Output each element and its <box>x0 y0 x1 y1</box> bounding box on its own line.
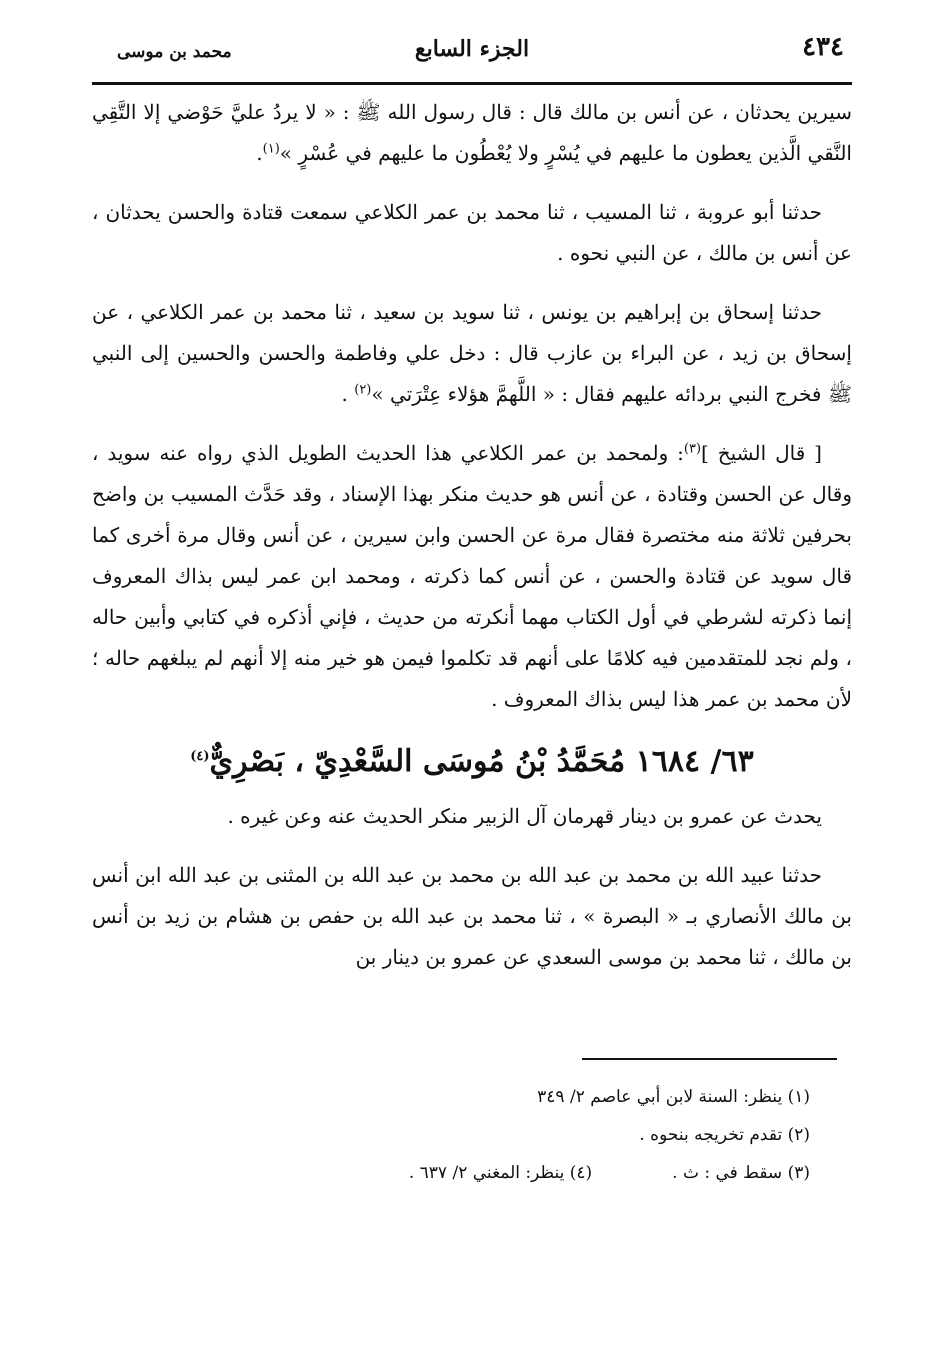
footnote-ref-3: (٣) <box>683 441 702 457</box>
footnote-ref-2: (٢) <box>354 382 372 398</box>
footnote-4: (٤) ينظر: المغني ٢/ ٦٣٧ . <box>408 1163 593 1183</box>
footnote-ref-4: (٤) <box>190 749 210 764</box>
paragraph-1: سيرين يحدثان ، عن أنس بن مالك قال : قال رسول الله ﷺ : « لا يردُ عليَّ حَوْضي إلا التَّقِي النَّقي الَّذين يعطون ما عليهم في يُسْرٍ ولا يُعْطُون ما عليهم في عُسْرٍ »$^{(١)}$. <box>92 100 852 165</box>
footnote-row <box>130 1154 810 1192</box>
paragraph-3-text: حدثنا إسحاق بن إبراهيم بن يونس ، ثنا سويد بن سعيد ، ثنا محمد بن عمر الكلاعي ، عن إسحاق بن زيد ، عن البراء بن عازب قال : دخل علي وفاطمة والحسن والحسين إلى النبي ﷺ فخرج النبي بردائه عليهم فقال : « اللَّهمَّ هؤلاء عِتْرَتي » <box>92 300 852 406</box>
page-number: ٤٣٤ <box>802 32 844 62</box>
paragraph-1-text: سيرين يحدثان ، عن أنس بن مالك قال : قال رسول الله ﷺ : « لا يردُ عليَّ حَوْضي إلا التَّقِي النَّقي الَّذين يعطون ما عليهم في يُسْرٍ ولا يُعْطُون ما عليهم في عُسْرٍ » <box>92 100 852 165</box>
header-divider <box>92 82 852 85</box>
page-header <box>92 30 852 80</box>
footnote-2: (٢) تقدم تخريجه بنحوه . <box>639 1125 810 1145</box>
entry-heading-text: ٦٣/ ١٦٨٤ مُحَمَّدُ بْنُ مُوسَى السَّعْدِيّ ، بَصْرِيٌّ <box>209 744 754 779</box>
footnotes <box>130 1078 810 1192</box>
paragraph-6: حدثنا عبيد الله بن محمد بن عبد الله بن محمد بن عبد الله بن المثنى بن عبد الله ابن أنس بن مالك الأنصاري بـ « البصرة » ، ثنا محمد بن عبد الله بن حفص بن هشام بن زيد بن أنس بن مالك ، ثنا محمد بن موسى السعدي عن عمرو بن دينار بن <box>92 863 852 969</box>
footnote-3: (٣) سقط في : ث . <box>672 1163 810 1183</box>
paragraph-2: حدثنا أبو عروبة ، ثنا المسيب ، ثنا محمد بن عمر الكلاعي سمعت قتادة والحسن يحدثان ، عن أنس بن مالك ، عن النبي نحوه . <box>92 200 852 265</box>
footnote-1: (١) ينظر: السنة لابن أبي عاصم ٢/ ٣٤٩ <box>537 1087 810 1107</box>
volume-title: الجزء السابع <box>414 36 530 62</box>
paragraph-3 <box>92 292 852 415</box>
main-text <box>92 92 852 996</box>
sheikh-label: [ قال الشيخ ] <box>701 441 822 465</box>
paragraph-4-text: : ولمحمد بن عمر الكلاعي هذا الحديث الطويل الذي رواه عنه سويد ، وقال عن الحسن وقتادة ، عن أنس هو حديث منكر بهذا الإسناد ، وقد حَدَّث المسيب بن واضح بحرفين ثلاثة منه مختصرة فقال مرة عن الحسن وابن سيرين ، عن أنس وقال مرة أخرى كما قال سويد عن قتادة والحسن ، عن أنس كما ذكرته ، ومحمد ابن عمر ليس بذاك المعروف إنما ذكرته لشرطي في أول الكتاب مهما أنكرته من حديث ، فإني أذكره في كتابي وأبين حاله ، ولم نجد للمتقدمين فيه كلامًا على أنهم قد تكلموا فيمن هو خير منه إلا أنهم لم يبلغهم حاله ؛ لأن محمد بن عمر هذا ليس بذاك المعروف . <box>92 441 852 711</box>
paragraph-4 <box>92 433 852 720</box>
chapter-title: محمد بن موسى <box>117 42 232 62</box>
paragraph-5: يحدث عن عمرو بن دينار قهرمان آل الزبير منكر الحديث عنه وعن غيره . <box>227 804 822 828</box>
footnote-ref-1: (١) <box>262 141 280 157</box>
entry-heading <box>92 738 852 786</box>
footnote-divider <box>582 1058 837 1060</box>
paragraph-3-end: . <box>341 382 355 406</box>
